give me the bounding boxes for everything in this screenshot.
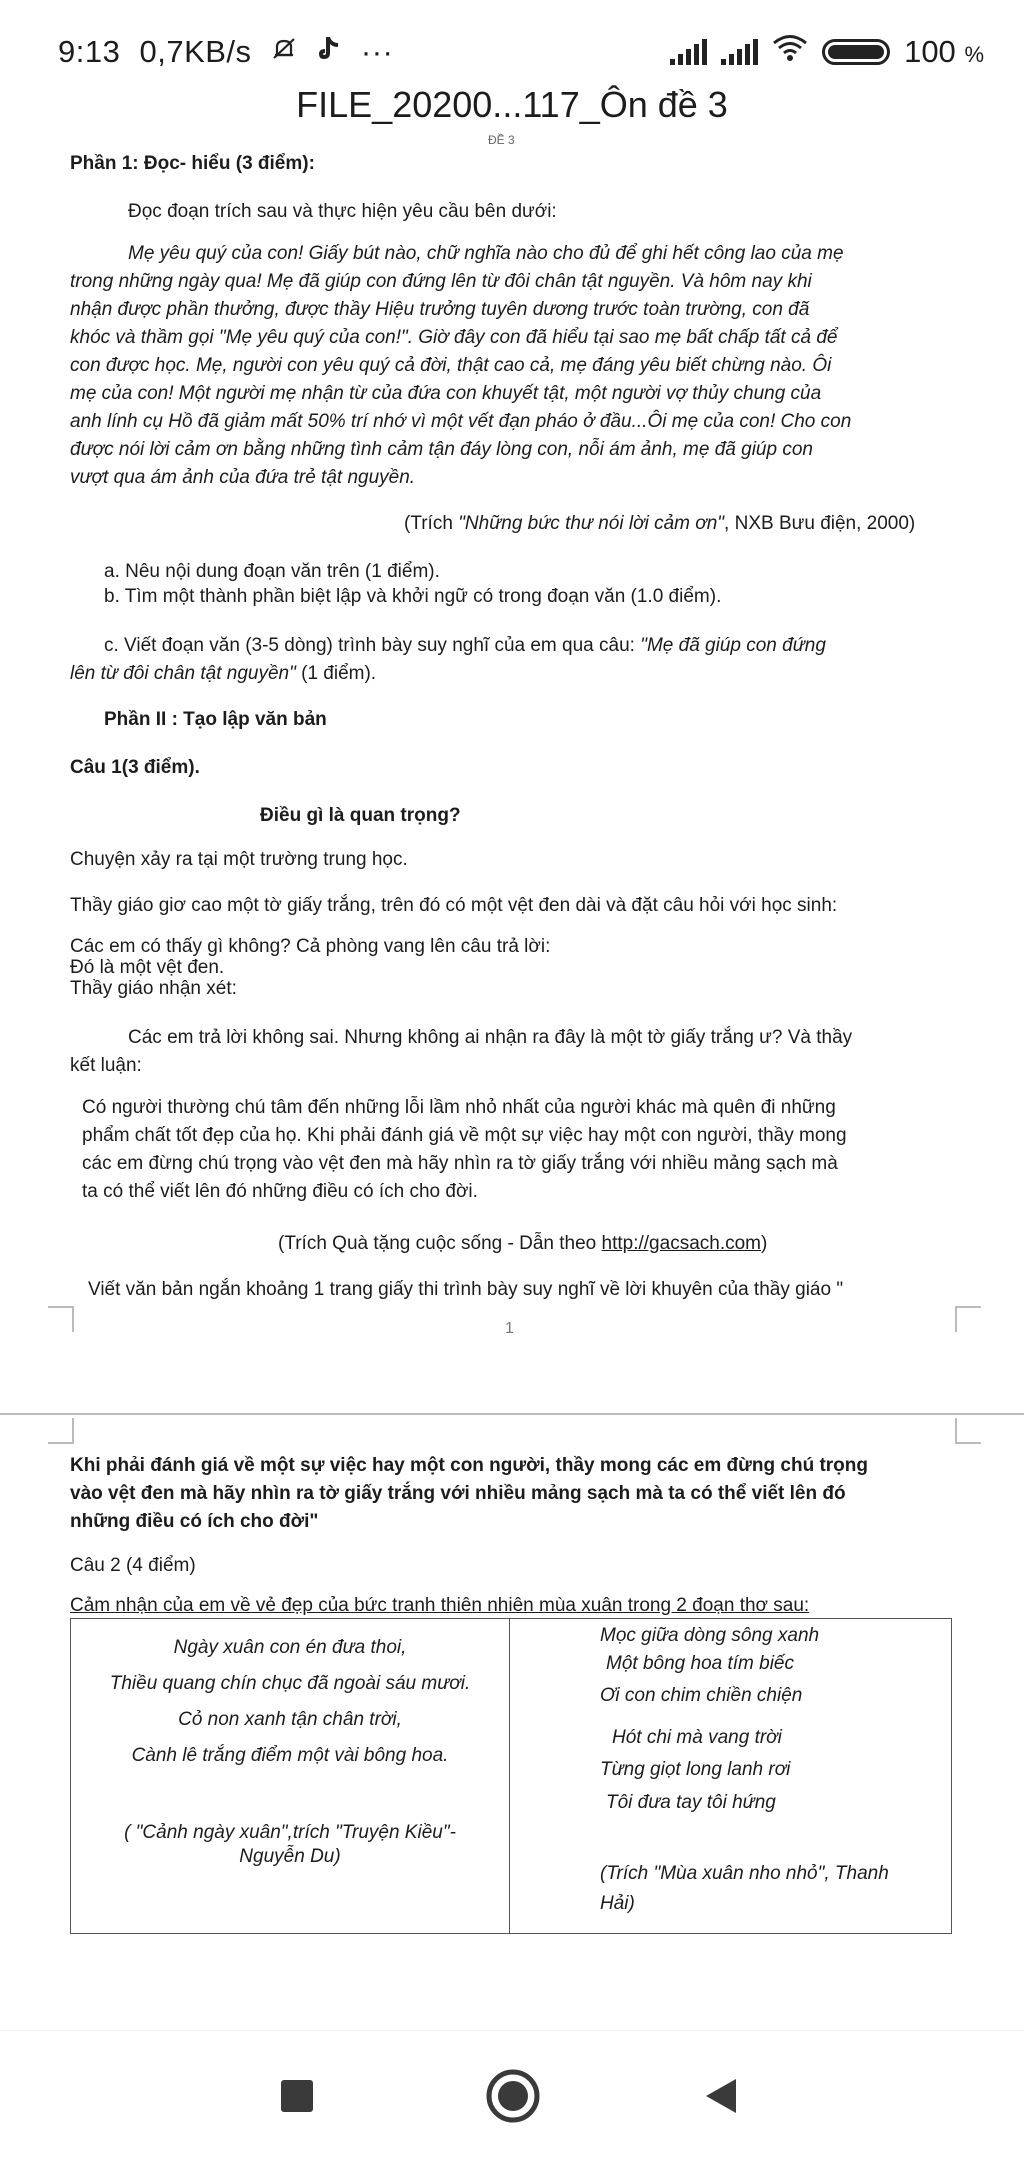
passage-line: Mẹ yêu quý của con! Giấy bút nào, chữ nghĩa nào cho đủ để ghi hết công lao của mẹ <box>128 243 844 264</box>
page-separator <box>0 1413 1024 1415</box>
passage-line: vượt qua ám ảnh của đứa trẻ tật nguyền. <box>70 467 416 488</box>
cau1-heading: Câu 1(3 điểm). <box>70 757 200 778</box>
back-triangle-icon <box>700 2075 740 2117</box>
passage-source: (Trích "Những bức thư nói lời cảm ơn", NXB Bưu điện, 2000) <box>404 513 916 534</box>
mute-icon <box>271 34 306 69</box>
status-time: 9:13 <box>58 34 121 69</box>
teacher-quote: Khi phải đánh giá về một sự việc hay một con người, thầy mong các em đừng chú trọng vào vệt đen mà hãy nhìn ra tờ giấy trắng với nhiều mảng sạch mà ta có thể viết lên đó những điều có ích cho đời" <box>70 1455 868 1532</box>
question-c: c. Viết đoạn văn (3-5 dòng) trình bày suy nghĩ của em qua câu: "Mẹ đã giúp con đứng lên từ đôi chân tật nguyền" (1 điểm). <box>70 635 826 684</box>
story-title: Điều gì là quan trọng? <box>260 805 461 826</box>
status-right <box>670 34 984 70</box>
passage-line: được nói lời cảm ơn bằng những tình cảm tận đáy lòng con, nỗi ám ảnh, mẹ đã giúp con <box>70 439 813 460</box>
cau2-prompt: Cảm nhận của em về vẻ đẹp của bức tranh thiên nhiên mùa xuân trong 2 đoạn thơ sau: <box>70 1595 810 1616</box>
back-button[interactable] <box>700 2075 740 2122</box>
page-corner-mark <box>955 1306 981 1332</box>
signal-icon-1 <box>670 39 707 65</box>
teacher-conclusion: Có người thường chú tâm đến những lỗi lầm nhỏ nhất của người khác mà quên đi những phẩm chất tốt đẹp của họ. Khi phải đánh giá về một sự việc hay một con người, thầy mong các em đừng chú trọng vào vệt đen mà hãy nhìn ra tờ giấy trắng với nhiều mảng sạch mà ta có thể viết lên đó những điều có ích cho đời. <box>82 1097 847 1202</box>
passage-line: anh lính cụ Hồ đã giảm mất 50% trí nhớ vì một vết đạn pháo ở đầu...Ôi mẹ của con! Cho con <box>70 411 852 432</box>
cau2-heading: Câu 2 (4 điểm) <box>70 1555 196 1576</box>
passage-line: trong những ngày qua! Mẹ đã giúp con đứng lên từ đôi chân tật nguyền. Và hôm nay khi <box>70 271 812 292</box>
story-line: Thầy giáo giơ cao một tờ giấy trắng, trên đó có một vệt đen dài và đặt câu hỏi với học sinh: <box>70 895 838 916</box>
passage-line: con được học. Mẹ, người con yêu quý cả đời, thật cao cả, mẹ đáng yêu biết chừng nào. Ôi <box>70 355 832 376</box>
part2-heading: Phần II : Tạo lập văn bản <box>104 709 327 730</box>
tiktok-icon <box>316 34 351 69</box>
poem-right-source: (Trích "Mùa xuân nho nhỏ", Thanh Hải) <box>600 1863 889 1914</box>
signal-icon-2 <box>721 39 758 65</box>
more-notifications-icon: ··· <box>360 34 394 69</box>
instruction: Đọc đoạn trích sau và thực hiện yêu cầu bên dưới: <box>128 201 557 222</box>
battery-icon <box>822 39 890 65</box>
page-corner-mark <box>48 1418 74 1444</box>
wifi-icon <box>772 34 808 70</box>
story-dialogue: Các em có thấy gì không? Cả phòng vang lên câu trả lời: Đó là một vệt đen. Thầy giáo nhận xét: <box>70 936 551 999</box>
passage <box>70 240 955 492</box>
square-icon <box>278 2077 316 2115</box>
story-paragraph: Các em trả lời không sai. Nhưng không ai nhận ra đây là một tờ giấy trắng ư? Và thầy kết luận: <box>70 1027 853 1076</box>
home-button[interactable] <box>484 2067 542 2130</box>
cropped-heading: ĐỀ 3 <box>488 133 515 147</box>
page-number: 1 <box>505 1320 514 1337</box>
android-navigation-bar <box>0 2030 1024 2163</box>
poem-left-cell: Ngày xuân con én đưa thoi, Thiều quang chín chục đã ngoài sáu mươi. Cỏ non xanh tận chân trời, Cành lê trắng điểm một vài bông hoa. ( "Cảnh ngày xuân",trích "Truyện Kiều"- Nguyễn Du) <box>71 1619 510 1934</box>
recent-apps-button[interactable] <box>278 2077 316 2120</box>
poem-left-source: ( "Cảnh ngày xuân",trích "Truyện Kiều"- Nguyễn Du) <box>124 1822 456 1867</box>
story-source: (Trích Quà tặng cuộc sống - Dẫn theo http://gacsach.com) <box>278 1233 768 1254</box>
status-net-speed: 0,7KB/s <box>139 34 252 69</box>
page-corner-mark <box>955 1418 981 1444</box>
status-left <box>58 34 403 70</box>
story-line: Chuyện xảy ra tại một trường trung học. <box>70 849 408 870</box>
writing-task: Viết văn bản ngắn khoảng 1 trang giấy thi trình bày suy nghĩ về lời khuyên của thầy giáo " <box>88 1279 844 1300</box>
question-b: b. Tìm một thành phần biệt lập và khởi ngữ có trong đoạn văn (1.0 điểm). <box>104 586 722 607</box>
passage-line: mẹ của con! Một người mẹ nhận từ của đứa con khuyết tật, một người vợ thủy chung của <box>70 383 822 404</box>
poem-table <box>70 1618 952 1934</box>
passage-line: khóc và thầm gọi "Mẹ yêu quý của con!". Giờ đây con đã hiểu tại sao mẹ bất chấp tất cả để <box>70 327 838 348</box>
page-corner-mark <box>48 1306 74 1332</box>
part1-heading: Phần 1: Đọc- hiểu (3 điểm): <box>70 153 315 174</box>
gacsach-link[interactable]: http://gacsach.com <box>601 1233 761 1254</box>
document-title: FILE_20200...117_Ôn đề 3 <box>296 84 728 125</box>
poem-right-cell: Mọc giữa dòng sông xanh Một bông hoa tím biếc Ơi con chim chiền chiện Hót chi mà vang trời Từng giọt long lanh rơi Tôi đưa tay tôi hứng (Trích "Mùa xuân nho nhỏ", Thanh Hải) <box>510 1619 952 1934</box>
home-circle-icon <box>484 2067 542 2125</box>
passage-line: nhận được phần thưởng, được thầy Hiệu trưởng tuyên dương trước toàn trường, con đã <box>70 299 810 320</box>
question-a: a. Nêu nội dung đoạn văn trên (1 điểm). <box>104 561 440 582</box>
battery-level: 100 % <box>904 34 984 69</box>
